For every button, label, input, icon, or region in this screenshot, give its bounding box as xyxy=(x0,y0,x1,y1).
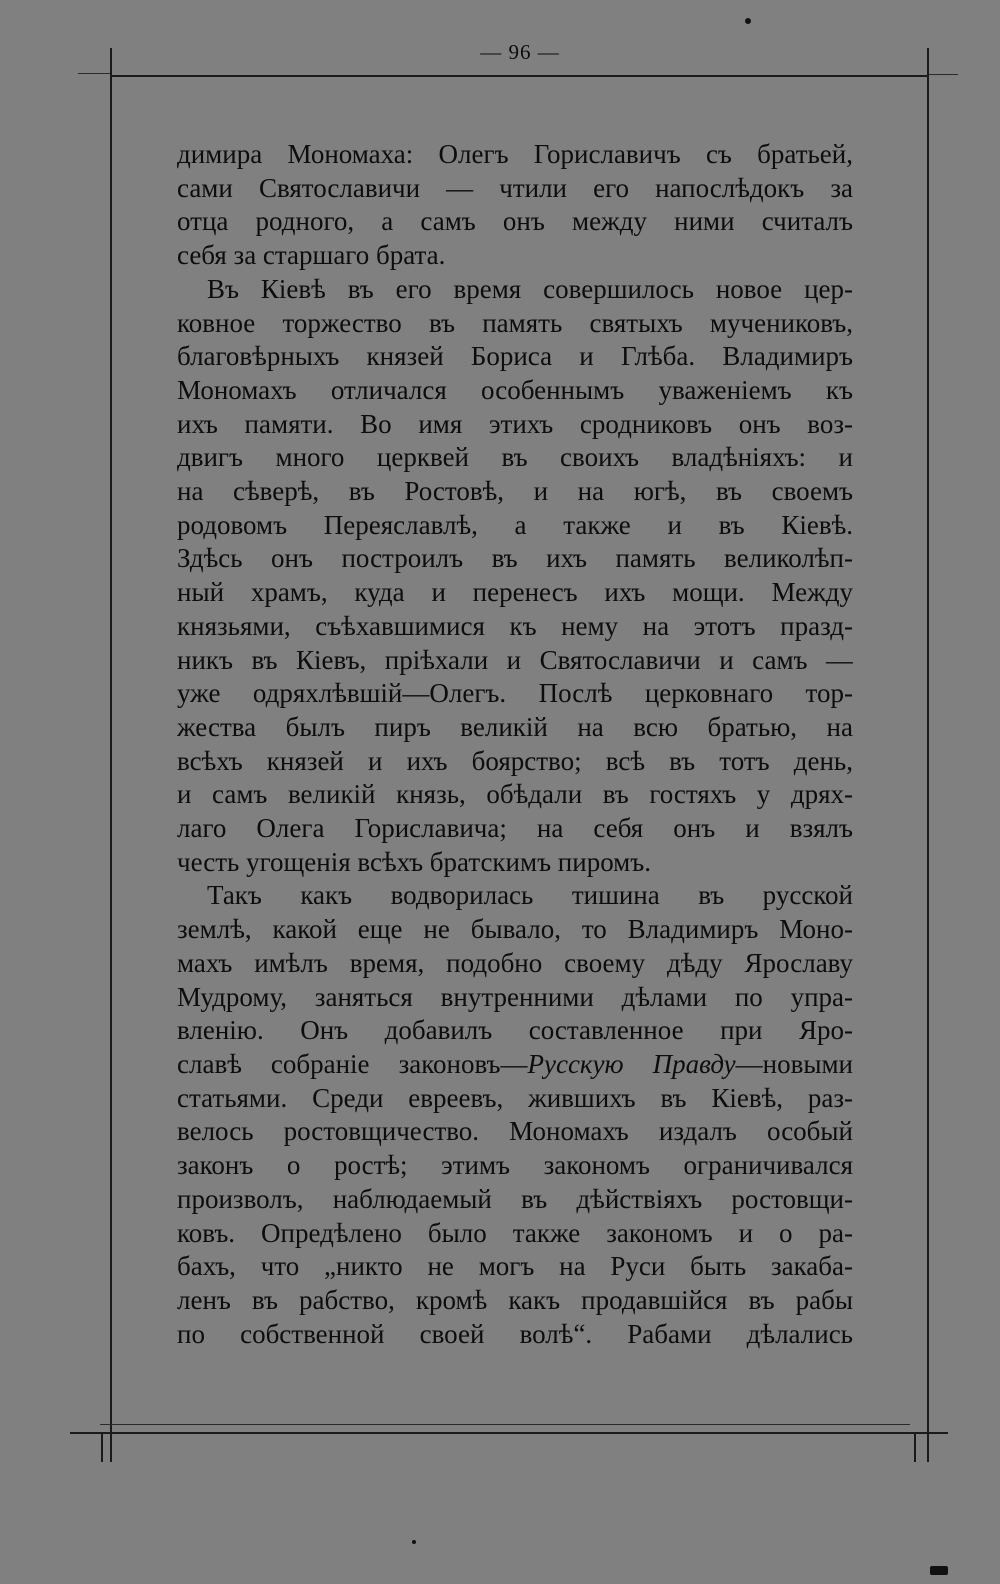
frame-top-rule-left-extension xyxy=(78,73,112,74)
frame-bottom-right-stub xyxy=(914,1434,916,1462)
frame-right-rule xyxy=(927,48,929,1462)
frame-top-rule xyxy=(110,75,928,77)
text-line: всѣхъ князей и ихъ боярство; всѣ въ тотъ день, xyxy=(177,745,853,776)
text-line: Такъ какъ водворилась тишина въ русской xyxy=(207,880,853,911)
text-line: князьями, съѣхавшимися къ нему на этотъ празд- xyxy=(177,610,853,641)
text-line: родовомъ Переяславлѣ, а также и въ Кіевѣ. xyxy=(177,509,853,540)
text-line: никъ въ Кіевъ, пріѣхали и Святославичи и самъ — xyxy=(177,644,853,675)
text-line: ный храмъ, куда и перенесъ ихъ мощи. Между xyxy=(177,577,853,608)
text-line: и самъ великій князь, обѣдали въ гостяхъ у дрях- xyxy=(177,779,853,810)
text-line: по собственной своей волѣ“. Рабами дѣлались xyxy=(177,1318,853,1349)
print-speck xyxy=(412,1540,416,1544)
text-line: ихъ памяти. Во имя этихъ сродниковъ онъ воз- xyxy=(177,408,853,439)
frame-left-rule xyxy=(110,48,112,1462)
text-line: законъ о ростѣ; этимъ закономъ ограничивался xyxy=(177,1150,853,1181)
text-line: лаго Олега Гориславича; на себя онъ и взялъ xyxy=(177,813,853,844)
text-line: жества былъ пиръ великій на всю братью, на xyxy=(177,711,853,742)
text-line: уже одряхлѣвшій—Олегъ. Послѣ церковнаго тор- xyxy=(177,678,853,709)
text-line-with-italic xyxy=(177,1048,853,1082)
text-line: честь угощенія всѣхъ братскимъ пиромъ. xyxy=(177,846,651,877)
body-text xyxy=(177,138,853,1351)
text-line: Мудрому, заняться внутренними дѣлами по упра- xyxy=(177,981,853,1012)
italic-title-russkaya-pravda: Русскую Правду xyxy=(527,1048,736,1079)
text-line: махъ имѣлъ время, подобно своему дѣду Ярославу xyxy=(177,947,853,978)
text-line: себя за старшаго брата. xyxy=(177,240,446,271)
frame-bottom-left-stub xyxy=(101,1434,103,1462)
text-run: славѣ собраніе законовъ— xyxy=(177,1048,528,1079)
text-line: ленъ въ рабство, кромѣ какъ продавшійся въ рабы xyxy=(177,1284,853,1315)
paragraph-3 xyxy=(177,879,853,1351)
text-line: двигъ много церквей въ своихъ владѣніяхъ: и xyxy=(177,442,853,473)
text-line: отца родного, а самъ онъ между ними считалъ xyxy=(177,206,853,237)
text-line: Мономахъ отличался особеннымъ уваженіемъ къ xyxy=(177,374,853,405)
text-line: произволъ, наблюдаемый въ дѣйствіяхъ ростовщи- xyxy=(177,1183,853,1214)
text-line: сами Святославичи — чтили его напослѣдокъ за xyxy=(177,172,853,203)
print-speck xyxy=(930,1566,948,1575)
text-line: землѣ, какой еще не бывало, то Владимиръ Моно- xyxy=(177,914,853,945)
frame-bottom-inner-rule xyxy=(100,1424,910,1425)
paragraph-1 xyxy=(177,138,853,273)
text-line: на сѣверѣ, въ Ростовѣ, и на югѣ, въ своемъ xyxy=(177,476,853,507)
text-line: димира Мономаха: Олегъ Гориславичъ съ братьей, xyxy=(177,139,853,169)
frame-top-rule-right-extension xyxy=(928,74,958,75)
text-line: Здѣсь онъ построилъ въ ихъ память великолѣп- xyxy=(177,543,853,574)
text-line: велось ростовщичество. Мономахъ издалъ особый xyxy=(177,1116,853,1147)
text-line: благовѣрныхъ князей Бориса и Глѣба. Владимиръ xyxy=(177,341,853,372)
print-speck xyxy=(745,18,751,24)
page-number: — 96 — xyxy=(480,40,560,64)
text-line: ковное торжество въ память святыхъ мучениковъ, xyxy=(177,307,853,338)
paragraph-2 xyxy=(177,273,853,880)
text-run: —новыми xyxy=(735,1048,853,1079)
text-line: вленію. Онъ добавилъ составленное при Яро- xyxy=(177,1015,853,1046)
text-line: ковъ. Опредѣлено было также закономъ и о ра- xyxy=(177,1217,853,1248)
text-line: статьями. Среди евреевъ, жившихъ въ Кіевѣ, раз- xyxy=(177,1082,853,1113)
text-line: бахъ, что „никто не могъ на Руси быть закаба- xyxy=(177,1251,853,1282)
frame-bottom-rule xyxy=(70,1432,948,1434)
text-line: Въ Кіевѣ въ его время совершилось новое цер- xyxy=(207,273,853,304)
